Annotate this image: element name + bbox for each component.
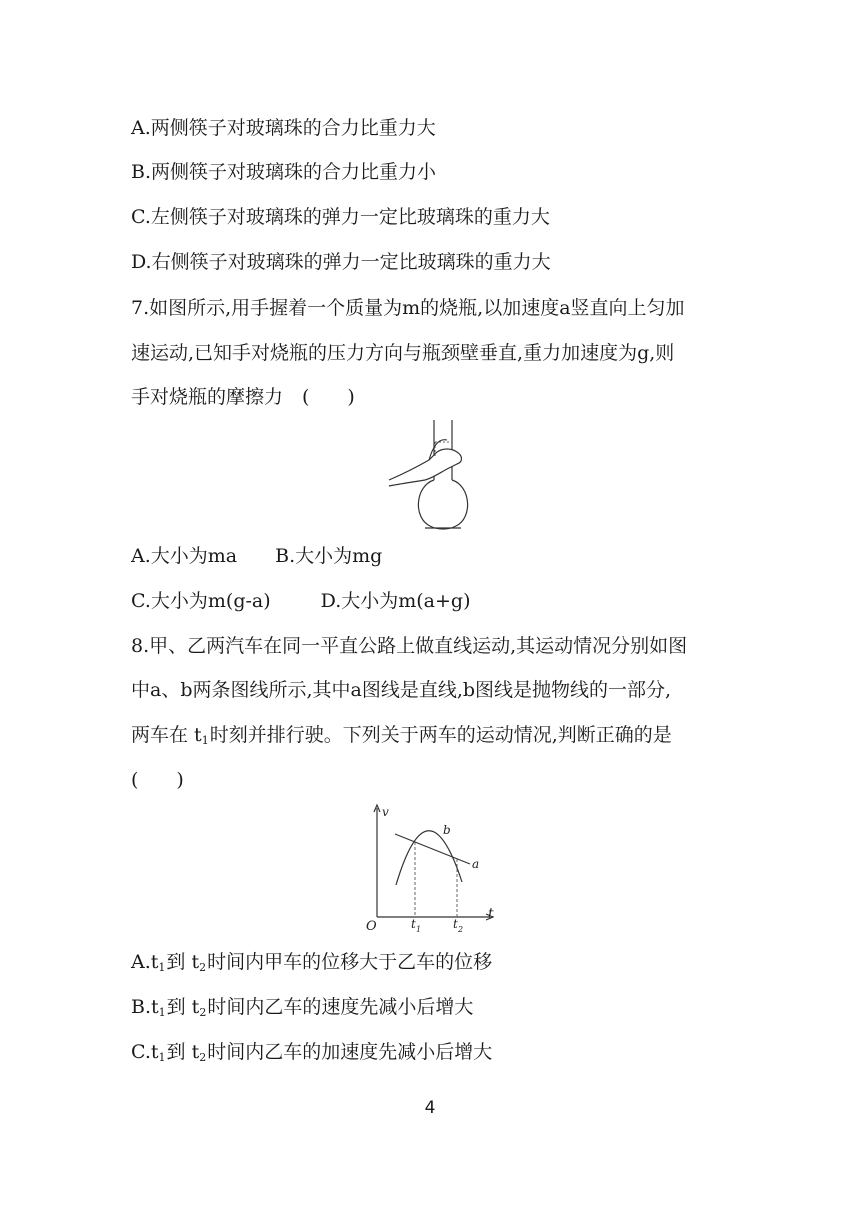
q7-stem-line-3: 手对烧瓶的摩擦力 ( )	[131, 386, 355, 408]
x-axis-label: t	[488, 906, 494, 922]
q6-option-c: C.左侧筷子对玻璃珠的弹力一定比玻璃珠的重力大	[131, 206, 550, 228]
q7-option-b: B.大小为mg	[275, 545, 383, 567]
y-axis-label: v	[382, 805, 389, 819]
velocity-time-graph	[360, 800, 500, 935]
q8-option-a: $A.t_1$到 $t_2$时间内甲车的位移大于乙车的位移	[131, 951, 493, 974]
page-number: 4	[424, 1098, 436, 1118]
q7-options-row-2	[131, 589, 471, 613]
line-a	[395, 834, 470, 864]
q7-option-d: D.大小为m(a+g)	[320, 590, 471, 612]
q8-stem-line-3: 两车在 $t_1$时刻并排行驶。下列关于两车的运动情况,判断正确的是	[131, 724, 672, 747]
q7-stem-line-1: 7.如图所示,用手握着一个质量为m的烧瓶,以加速度a竖直向上匀加	[131, 297, 685, 319]
q7-stem-line-2: 速运动,已知手对烧瓶的压力方向与瓶颈壁垂直,重力加速度为g,则	[131, 342, 675, 364]
flask-hand-figure	[385, 418, 485, 533]
q8-stem-line-2: 中a、b两条图线所示,其中a图线是直线,b图线是抛物线的一部分,	[131, 679, 672, 701]
t2-label-sub: 2	[458, 925, 464, 934]
q6-option-d: D.右侧筷子对玻璃珠的弹力一定比玻璃珠的重力大	[131, 251, 551, 273]
q7-options-row-1	[131, 544, 382, 568]
q6-option-b: B.两侧筷子对玻璃珠的合力比重力小	[131, 161, 437, 183]
t1-label: t	[411, 917, 416, 931]
q8-stem-line-4: ( )	[131, 769, 184, 791]
q7-option-a: A.大小为ma	[131, 545, 238, 567]
origin-label: O	[366, 919, 377, 934]
t2-label: t	[453, 917, 458, 931]
q8-stem-line-1: 8.甲、乙两汽车在同一平直公路上做直线运动,其运动情况分别如图	[131, 635, 688, 657]
t1-label-sub: 1	[416, 925, 422, 934]
q7-option-c: C.大小为m(g-a)	[131, 590, 271, 612]
q6-option-a: A.两侧筷子对玻璃珠的合力比重力大	[131, 117, 436, 139]
q8-option-b: $B.t_1$到 $t_2$时间内乙车的速度先减小后增大	[131, 996, 474, 1019]
curve-b-label: b	[443, 823, 451, 837]
q8-option-c: $C.t_1$到 $t_2$时间内乙车的加速度先减小后增大	[131, 1041, 493, 1064]
line-a-label: a	[472, 857, 480, 871]
